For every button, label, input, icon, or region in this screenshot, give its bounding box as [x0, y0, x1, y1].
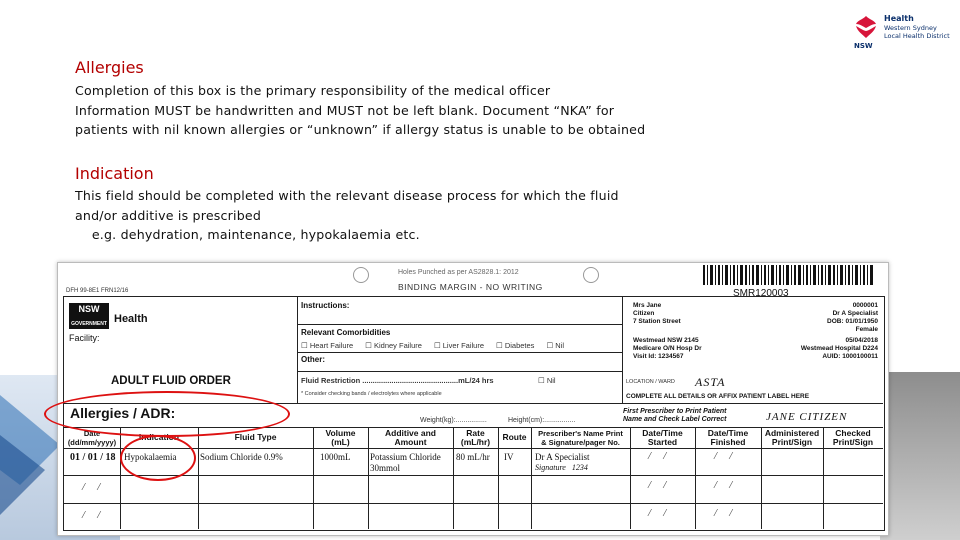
logo-nsw-text: NSW	[854, 42, 873, 50]
col-header-started: Date/Time Started	[642, 428, 683, 447]
slash-marks: / /	[82, 509, 102, 521]
row1-signature: Signature 1234	[535, 463, 588, 472]
col-header-rate: Rate (mL/hr)	[460, 428, 491, 447]
slash-marks: / /	[648, 450, 668, 462]
form-title: ADULT FLUID ORDER	[111, 375, 231, 387]
checkbox-kidney-failure[interactable]: ☐ Kidney Failure	[365, 341, 422, 350]
form-nsw-text: NSW	[78, 304, 100, 314]
waratah-icon	[852, 14, 880, 42]
allergies-adr-label: Allergies / ADR:	[70, 405, 176, 421]
barcode-icon	[703, 265, 883, 287]
option-label: Diabetes	[504, 341, 535, 350]
option-label: Nil	[555, 341, 564, 350]
weight-field: Weight(kg):................	[420, 417, 487, 424]
allergies-line: Completion of this box is the primary responsibility of the medical officer	[75, 83, 551, 98]
complete-details-note: COMPLETE ALL DETAILS OR AFFIX PATIENT LABEL HERE	[626, 393, 810, 400]
punch-hole-icon	[353, 267, 369, 283]
row1-rate: 80 mL/hr	[456, 452, 490, 462]
slash-marks: / /	[82, 481, 102, 493]
facility-block	[64, 297, 298, 403]
nsw-health-logo	[852, 14, 952, 50]
holes-note: Holes Punched as per AS2828.1: 2012	[398, 269, 519, 276]
allergies-heading: Allergies	[75, 58, 144, 77]
col-header-fluid-type: Fluid Type	[234, 432, 277, 442]
row1-fluid: Sodium Chloride 0.9%	[200, 452, 283, 462]
checkbox-diabetes[interactable]: ☐ Diabetes	[496, 341, 535, 350]
allergies-highlight-ring	[44, 391, 290, 437]
indication-highlight-ring	[120, 432, 196, 481]
checkbox-nil[interactable]: ☐ Nil	[546, 341, 564, 350]
col-header-volume: Volume (mL)	[325, 428, 356, 447]
facility-label: Facility:	[69, 333, 100, 343]
prescriber-note: First Prescriber to Print Patient Name and Check Label Correct	[623, 408, 727, 423]
logo-district-text: Western Sydney Local Health District	[884, 24, 950, 40]
row1-prescriber: Dr A Specialist	[535, 452, 590, 462]
col-line	[498, 427, 499, 529]
row1-route: IV	[504, 452, 514, 462]
checkbox-liver-failure[interactable]: ☐ Liver Failure	[433, 341, 485, 350]
patient-name: Mrs Jane Citizen 7 Station Street	[633, 302, 681, 325]
patient-address: Westmead NSW 2145 Medicare O/N Hosp Dr Visit Id: 1234567	[633, 337, 702, 360]
col-header-finished: Date/Time Finished	[707, 428, 749, 447]
punch-hole-icon	[583, 267, 599, 283]
instructions-block	[298, 297, 623, 403]
allergies-line: Information MUST be handwritten and MUST not be left blank. Document “NKA” for	[75, 102, 615, 118]
col-header-route: Route	[502, 432, 527, 442]
instructions-label: Instructions:	[301, 301, 350, 310]
prescriber-name-handwritten: JANE CITIZEN	[766, 411, 848, 423]
row1-date: 01 / 01 / 18	[70, 452, 116, 463]
slash-marks: / /	[648, 479, 668, 491]
option-label: Liver Failure	[442, 341, 485, 350]
indication-line: e.g. dehydration, maintenance, hypokalaemia etc.	[75, 227, 420, 242]
col-header-additive: Additive and Amount	[384, 428, 436, 447]
allergies-text	[75, 81, 695, 140]
form-code: DFH 99-8E1 FRN12/16	[66, 288, 129, 294]
indication-line: This field should be completed with the relevant disease process for which the fluid	[75, 188, 619, 203]
checkbox-heart-failure[interactable]: ☐ Heart Failure	[301, 341, 354, 350]
binding-margin: BINDING MARGIN - NO WRITING	[398, 282, 543, 292]
form-id: SMR120003	[733, 288, 789, 299]
option-label: Heart Failure	[309, 341, 354, 350]
indication-line: and/or additive is prescribed	[75, 207, 262, 223]
col-header-indication: Indication	[138, 432, 180, 442]
comorbidities-options	[301, 341, 564, 350]
option-label: Kidney Failure	[373, 341, 422, 350]
fluid-restriction: Fluid Restriction ..............................................mL/24 hrs	[301, 376, 494, 385]
col-header-prescriber: Prescriber's Name Print & Signature/pager No.	[538, 429, 623, 447]
slash-marks: / /	[714, 479, 734, 491]
col-line	[120, 427, 121, 529]
logo-health-text: Health	[884, 14, 914, 23]
height-field: Height(cm):................	[508, 417, 576, 424]
location-label: LOCATION / WARD	[626, 379, 675, 385]
indication-heading: Indication	[75, 164, 154, 183]
patient-label-block	[623, 297, 883, 403]
col-header-date: Date (dd/mm/yyyy)	[67, 429, 117, 447]
allergies-line: patients with nil known allergies or “unknown” if allergy status is unable to be obtained	[75, 122, 646, 137]
patient-admit: 05/04/2018 Westmead Hospital D224 AUID: 1000100011	[800, 337, 878, 360]
col-header-administered: Administered Print/Sign	[764, 428, 820, 447]
row1-additive: Potassium Chloride 30mmol	[370, 452, 441, 473]
row1-indication: Hypokalaemia	[124, 452, 177, 462]
col-line	[198, 427, 199, 529]
adult-fluid-order-form	[57, 262, 889, 536]
other-label: Other:	[301, 355, 325, 364]
location-handwritten: ASTA	[695, 375, 726, 389]
background-hand-photo	[880, 372, 960, 540]
divider	[298, 324, 622, 325]
slash-marks: / /	[648, 507, 668, 519]
form-nsw-logo: NSW GOVERNMENT	[69, 303, 109, 329]
form-health-text: Health	[114, 313, 148, 325]
patient-ids: 0000001 Dr A Specialist DOB: 01/01/1950 Female	[827, 302, 878, 333]
indication-text	[75, 186, 695, 245]
option-label: Nil	[546, 376, 556, 385]
slash-marks: / /	[714, 450, 734, 462]
divider	[298, 371, 622, 372]
row1-volume: 1000mL	[320, 452, 351, 462]
col-header-checked: Checked Print/Sign	[832, 428, 874, 447]
divider	[298, 352, 622, 353]
checkbox-fluid-nil[interactable]: ☐ Nil	[538, 376, 556, 385]
comorbidities-label: Relevant Comorbidities	[301, 328, 391, 337]
slash-marks: / /	[714, 507, 734, 519]
checking-note: * Consider checking bands / electrolytes where applicable	[301, 391, 442, 397]
